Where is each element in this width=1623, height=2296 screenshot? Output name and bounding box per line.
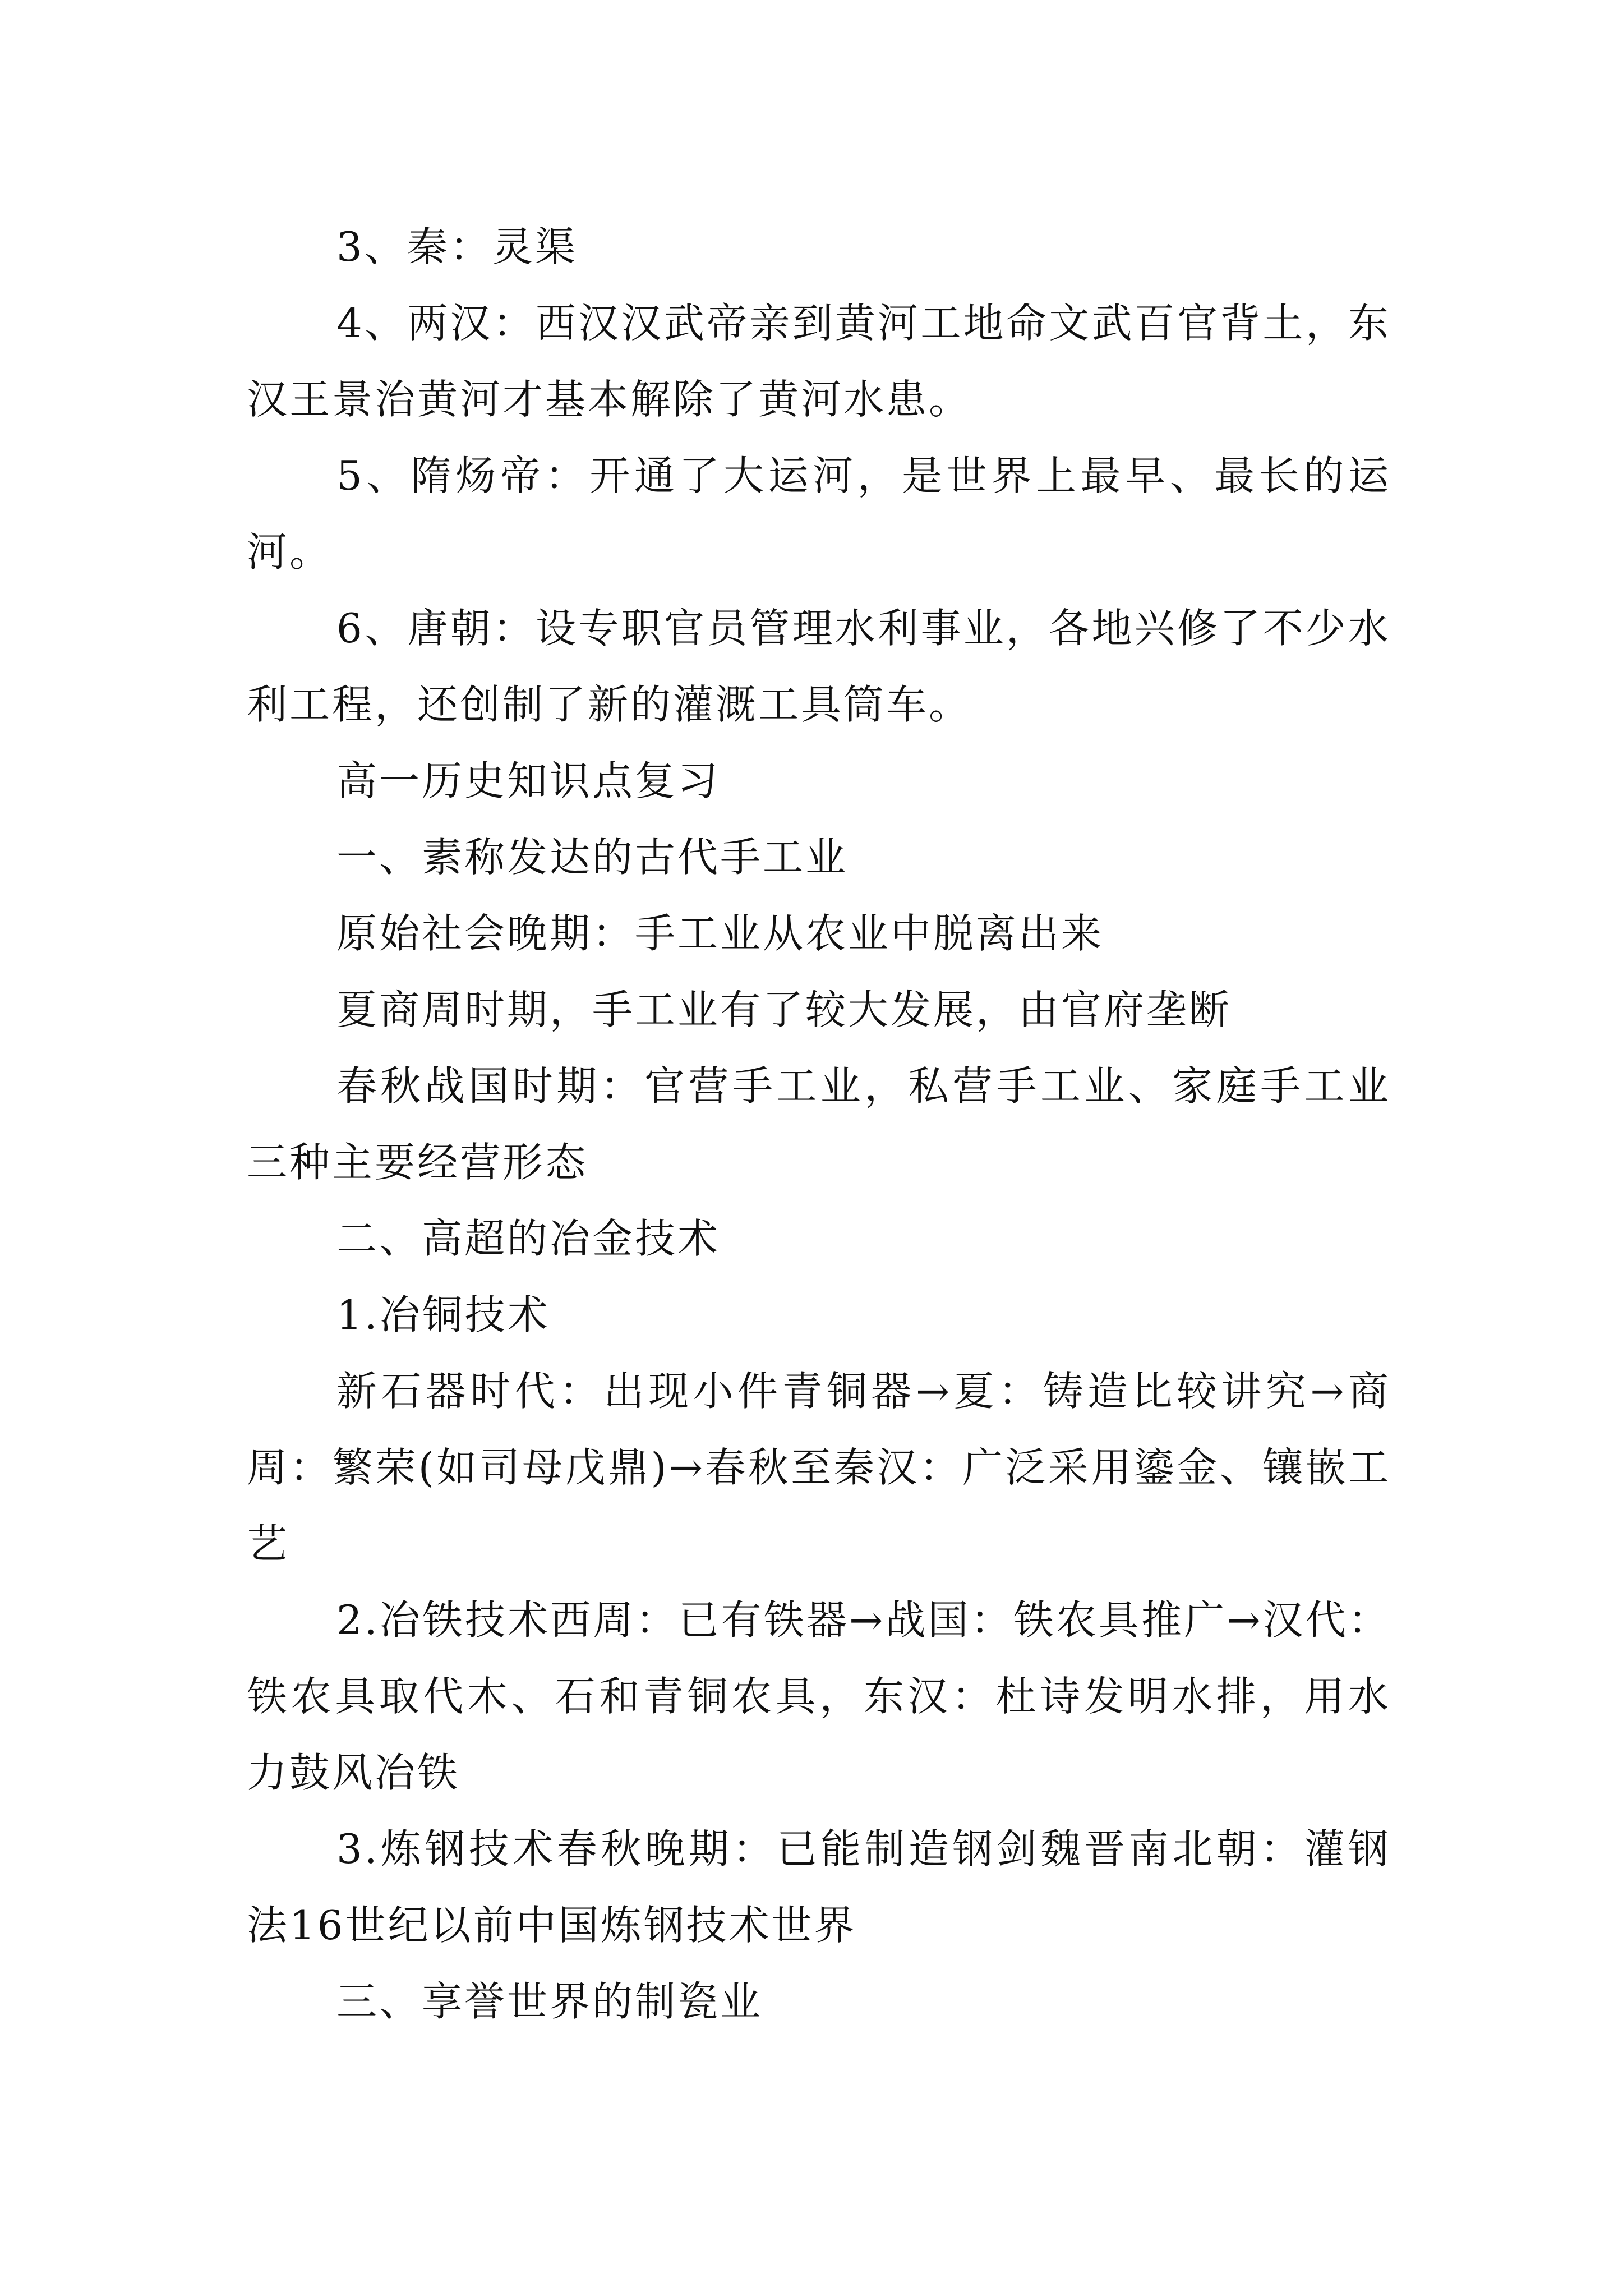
paragraph-spring-autumn: 春秋战国时期：官营手工业，私营手工业、家庭手工业三种主要经营形态 (247, 1062, 1391, 1186)
heading-porcelain: 三、享誉世界的制瓷业 (336, 1978, 763, 2025)
subheading-copper: 1.冶铜技术 (336, 1291, 550, 1338)
paragraph-iron: 2.冶铁技术西周：已有铁器→战国：铁农具推广→汉代：铁农具取代木、石和青铜农具，东汉：杜诗发明水排，用水力鼓风冶铁 (247, 1596, 1391, 1796)
paragraph-primitive-society: 原始社会晚期：手工业从农业中脱离出来 (336, 910, 1104, 957)
paragraph-qin-lingqu: 3、秦：灵渠 (336, 223, 578, 270)
document-body (247, 209, 1391, 2040)
paragraph-steel: 3.炼钢技术春秋晚期：已能制造钢剑魏晋南北朝：灌钢法16世纪以前中国炼钢技术世界 (247, 1825, 1391, 1949)
paragraph-two-han: 4、两汉：西汉汉武帝亲到黄河工地命文武百官背土，东汉王景治黄河才基本解除了黄河水患。 (247, 300, 1391, 423)
heading-handicraft: 一、素称发达的古代手工业 (336, 834, 849, 881)
paragraph-sui-yangdi: 5、隋炀帝：开通了大运河，是世界上最早、最长的运河。 (247, 452, 1391, 576)
heading-metallurgy: 二、高超的冶金技术 (336, 1215, 721, 1262)
paragraph-tang: 6、唐朝：设专职官员管理水利事业，各地兴修了不少水利工程，还创制了新的灌溉工具筒车。 (247, 605, 1391, 728)
section-title-review: 高一历史知识点复习 (336, 757, 721, 804)
paragraph-copper-history: 新石器时代：出现小件青铜器→夏：铸造比较讲究→商周：繁荣(如司母戊鼎)→春秋至秦汉：广泛采用鎏金、镶嵌工艺 (247, 1368, 1391, 1567)
paragraph-xia-shang-zhou: 夏商周时期，手工业有了较大发展，由官府垄断 (336, 986, 1232, 1033)
